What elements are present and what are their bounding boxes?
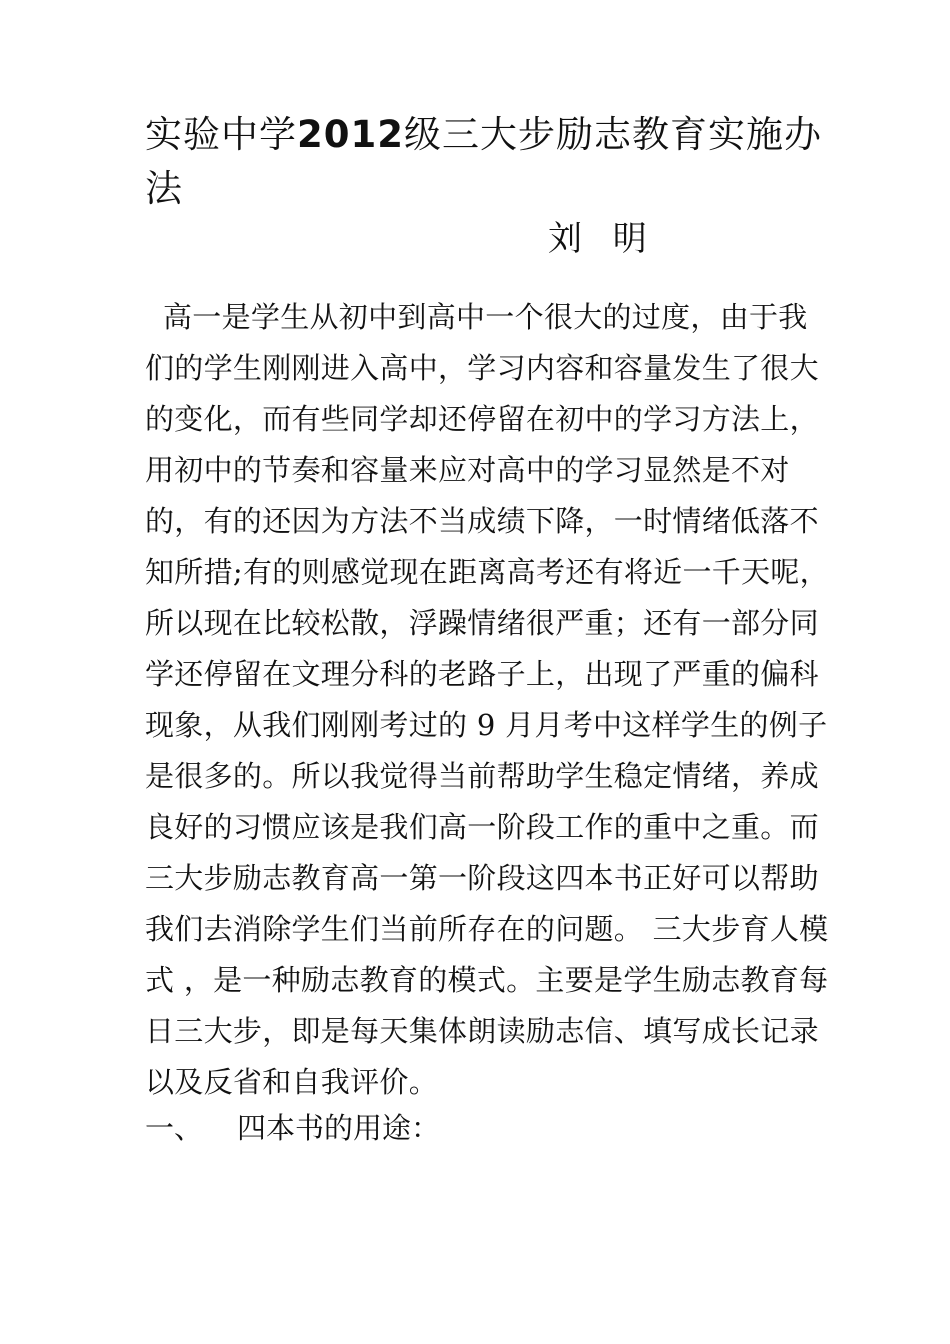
- body-paragraph: [145, 292, 829, 1108]
- paragraph-line: 的，有的还因为方法不当成绩下降，一时情绪低落不: [145, 504, 819, 538]
- paragraph-line: 高一是学生从初中到高中一个很大的过度，由于我: [163, 300, 808, 334]
- paragraph-line: 式 ，是一种励志教育的模式。主要是学生励志教育每: [145, 963, 829, 997]
- paragraph-line: 知所措;有的则感觉现在距离高考还有将近一千天呢，: [145, 555, 829, 589]
- paragraph-line: 日三大步，即是每天集体朗读励志信、填写成长记录: [145, 1014, 819, 1048]
- paragraph-line: 是很多的。所以我觉得当前帮助学生稳定情绪，养成: [145, 759, 819, 793]
- paragraph-line: 的变化，而有些同学却还停留在初中的学习方法上，: [145, 402, 819, 436]
- paragraph-line: 用初中的节奏和容量来应对高中的学习显然是不对: [145, 453, 790, 487]
- paragraph-line: 现象，从我们刚刚考过的 9 月月考中这样学生的例子: [145, 708, 828, 742]
- paragraph-line: 三大步励志教育高一第一阶段这四本书正好可以帮助: [145, 861, 819, 895]
- section-number: 一、: [145, 1111, 204, 1145]
- section-title: 四本书的用途：: [237, 1111, 441, 1145]
- paragraph-line: 学还停留在文理分科的老路子上，出现了严重的偏科: [145, 657, 819, 691]
- title-prefix: 实验中学: [145, 113, 297, 156]
- document-title: [145, 108, 825, 216]
- title-suffix: 级三大步励志教育实施办法: [145, 113, 822, 210]
- paragraph-line: 所以现在比较松散，浮躁情绪很严重；还有一部分同: [145, 606, 819, 640]
- section-heading: [145, 1103, 440, 1154]
- paragraph-line: 良好的习惯应该是我们高一阶段工作的重中之重。而: [145, 810, 819, 844]
- paragraph-line: 我们去消除学生们当前所存在的问题。 三大步育人模: [145, 912, 829, 946]
- title-year: 2012: [297, 113, 404, 156]
- author-name: 刘 明: [548, 219, 657, 259]
- paragraph-line: 以及反省和自我评价。: [145, 1065, 439, 1099]
- paragraph-line: 们的学生刚刚进入高中，学习内容和容量发生了很大: [145, 351, 819, 385]
